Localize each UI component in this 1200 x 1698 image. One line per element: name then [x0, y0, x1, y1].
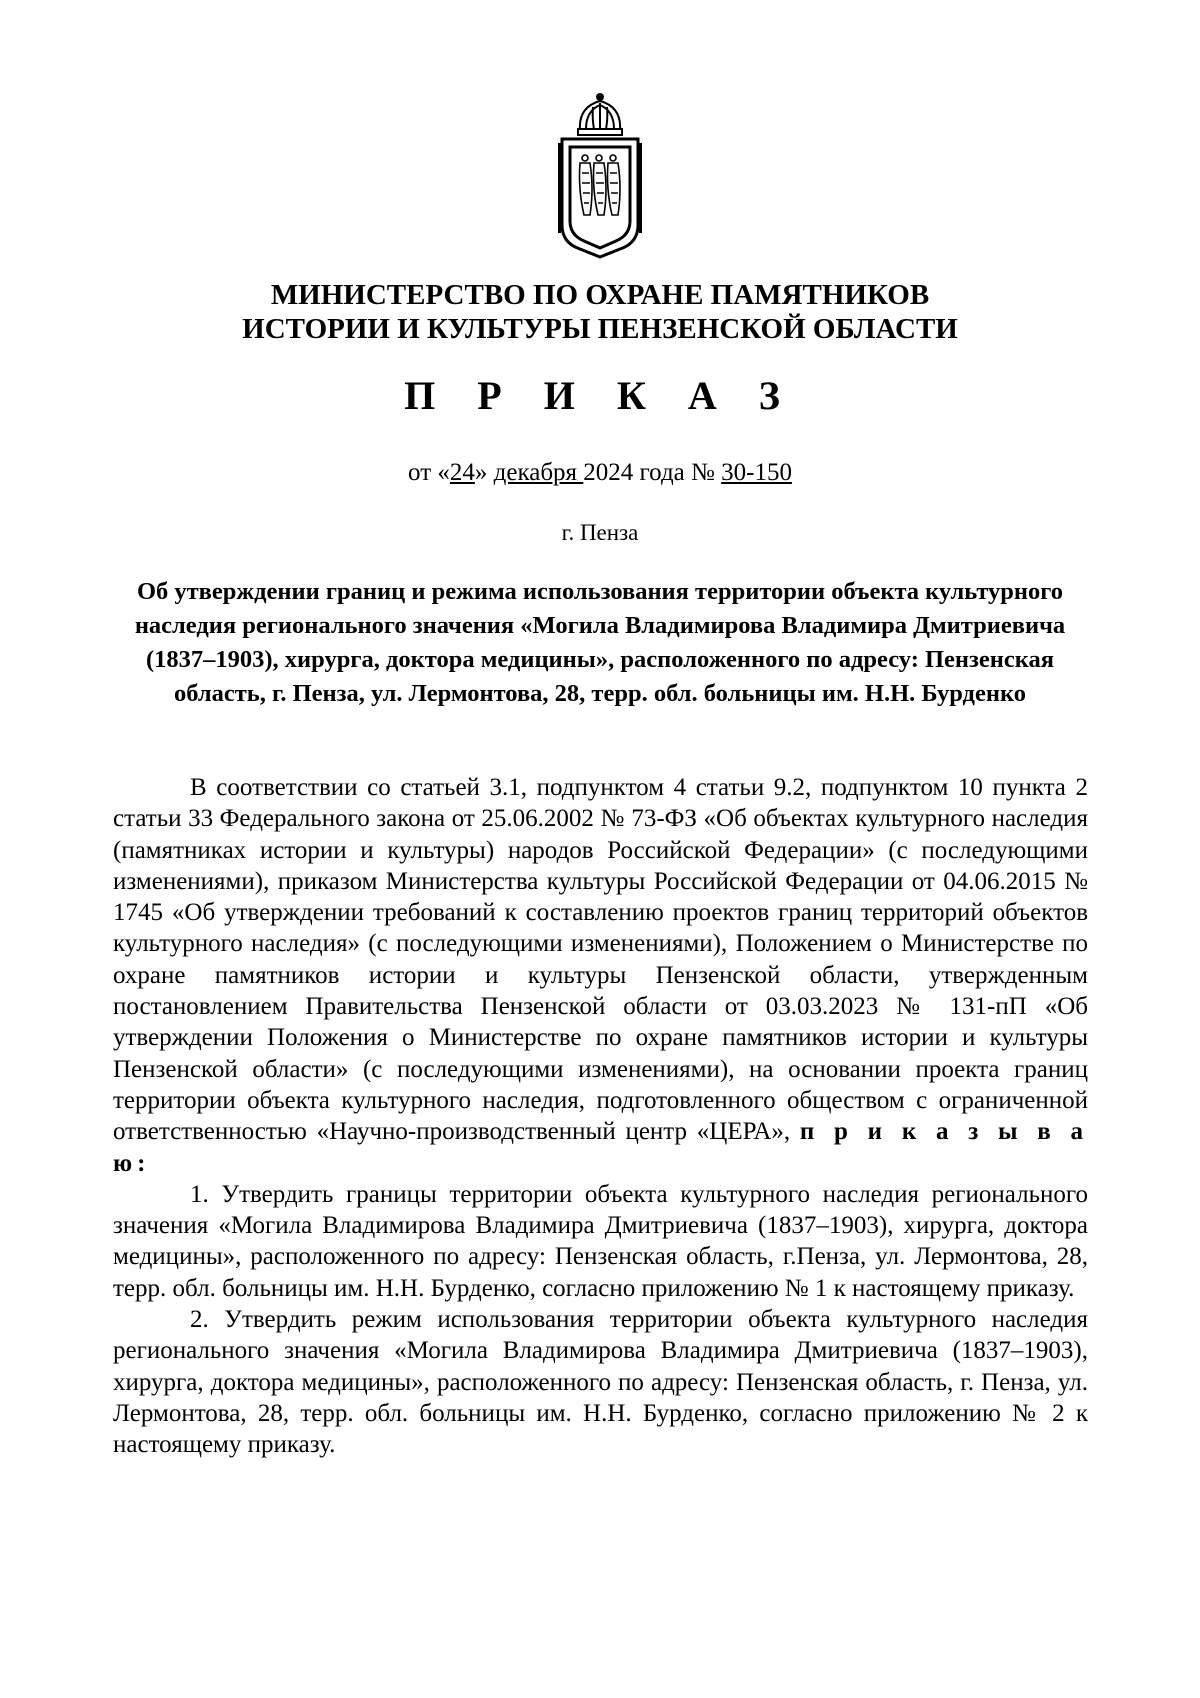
- date-mid: »: [474, 459, 494, 486]
- date-month: декабря: [493, 459, 584, 486]
- date-day: 24: [449, 459, 475, 486]
- order-number: 30-150: [721, 459, 792, 486]
- ministry-name-line2: ИСТОРИИ И КУЛЬТУРЫ ПЕНЗЕНСКОЙ ОБЛАСТИ: [242, 313, 958, 345]
- ministry-name: [0, 278, 1200, 346]
- order-word: п р и к а з ы в а ю:: [113, 1118, 1089, 1177]
- date-prefix: от «: [408, 459, 450, 486]
- order-item-1: 1. Утвердить границы территории объекта культурного наследия регионального значения «Могила Владимирова Владимира Дмитриевича (1837–1903), хирурга, доктора медицины», расположенного по адресу: Пензенская область, г.Пенза, ул. Лермонтова, 28, терр. обл. больницы им. Н.Н. Бурденко, согласно приложению № 1 к настоящему приказу.: [113, 1180, 1088, 1302]
- order-date-line: [0, 458, 1200, 488]
- preamble-text: В соответствии со статьей 3.1, подпунктом 4 статьи 9.2, подпунктом 10 пункта 2 статьи 33 Федерального закона от 25.06.2002 № 73-ФЗ «Об объектах культурного наследия (памятниках истории и культуры) народов Российской Федерации» (с последующими изменениями), приказом Министерства культуры Российской Федерации от 04.06.2015 № 1745 «Об утверждении требований к составлению проектов границ территорий объектов культурного наследия» (с последующими изменениями), Положением о Министерстве по охране памятников истории и культуры Пензенской области, утвержденным постановлением Правительства Пензенской области от 03.03.2023 № 131-пП «Об утверждении Положения о Министерстве по охране памятников истории и культуры Пензенской области» (с последующими изменениями), на основании проекта границ территории объекта культурного наследия, подготовленного обществом с ограниченной ответственностью «Научно-производственный центр «ЦЕРА»,: [113, 774, 1088, 1146]
- coat-of-arms-icon: [556, 93, 644, 261]
- order-item-2: 2. Утвердить режим использования территории объекта культурного наследия регионального значения «Могила Владимирова Владимира Дмитриевича (1837–1903), хирурга, доктора медицины», расположенного по адресу: Пензенская область, г. Пенза, ул. Лермонтова, 28, терр. обл. больницы им. Н.Н. Бурденко, согласно приложению № 2 к настоящему приказу.: [113, 1306, 1088, 1459]
- date-year: 2024 года №: [583, 459, 722, 486]
- order-title: П Р И К А З: [404, 373, 796, 418]
- city-name: г. Пенза: [561, 520, 639, 545]
- order-subject: Об утверждении границ и режима использования территории объекта культурного наследия регионального значения «Могила Владимирова Владимира Дмитриевича (1837–1903), хирурга, доктора медицины», расположенного по адресу: Пензенская область, г. Пенза, ул. Лермонтова, 28, терр. обл. больницы им. Н.Н. Бурденко: [134, 578, 1066, 707]
- order-body: [113, 772, 1088, 1461]
- ministry-name-line1: МИНИСТЕРСТВО ПО ОХРАНЕ ПАМЯТНИКОВ: [270, 279, 930, 311]
- preamble-paragraph: [113, 772, 1088, 1179]
